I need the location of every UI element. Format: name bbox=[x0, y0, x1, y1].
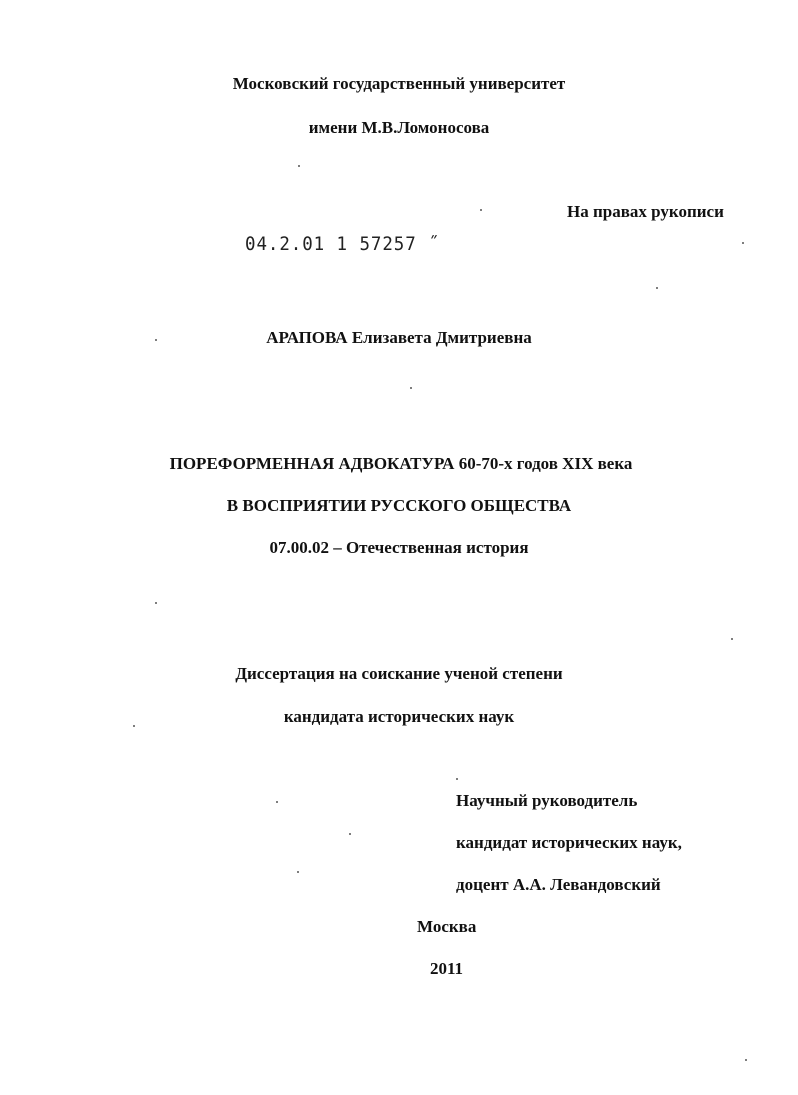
supervisor-name: доцент А.А. Левандовский bbox=[456, 875, 661, 894]
scan-speck bbox=[133, 725, 135, 727]
scan-speck bbox=[745, 1059, 747, 1061]
title-line-2: В ВОСПРИЯТИИ РУССКОГО ОБЩЕСТВА bbox=[226, 496, 572, 515]
university-named-after: имени М.В.Ломоносова bbox=[308, 118, 490, 137]
city: Москва bbox=[417, 917, 477, 936]
year: 2011 bbox=[430, 959, 464, 978]
scan-speck bbox=[456, 778, 458, 780]
scan-speck bbox=[480, 209, 482, 211]
degree-line-1: Диссертация на соискание ученой степени bbox=[235, 664, 563, 683]
university-name: Московский государственный университет bbox=[232, 74, 566, 93]
scan-speck bbox=[276, 801, 278, 803]
rights-note: На правах рукописи bbox=[567, 202, 724, 221]
archive-stamp: 04.2.01 1 57257 ˝ bbox=[245, 233, 440, 255]
scan-speck bbox=[742, 242, 744, 244]
scan-speck bbox=[656, 287, 658, 289]
scan-speck bbox=[349, 833, 351, 835]
title-line-1: ПОРЕФОРМЕННАЯ АДВОКАТУРА 60-70-х годов XIX века bbox=[169, 454, 633, 473]
specialty-code: 07.00.02 – Отечественная история bbox=[269, 538, 529, 557]
scan-speck bbox=[410, 387, 412, 389]
supervisor-label: Научный руководитель bbox=[456, 791, 638, 810]
author-name: АРАПОВА Елизавета Дмитриевна bbox=[266, 328, 532, 347]
scan-speck bbox=[731, 638, 733, 640]
scan-speck bbox=[155, 339, 157, 341]
scan-speck bbox=[297, 871, 299, 873]
degree-line-2: кандидата исторических наук bbox=[283, 707, 515, 726]
supervisor-degree: кандидат исторических наук, bbox=[456, 833, 682, 852]
scan-speck bbox=[298, 165, 300, 167]
scan-speck bbox=[155, 602, 157, 604]
